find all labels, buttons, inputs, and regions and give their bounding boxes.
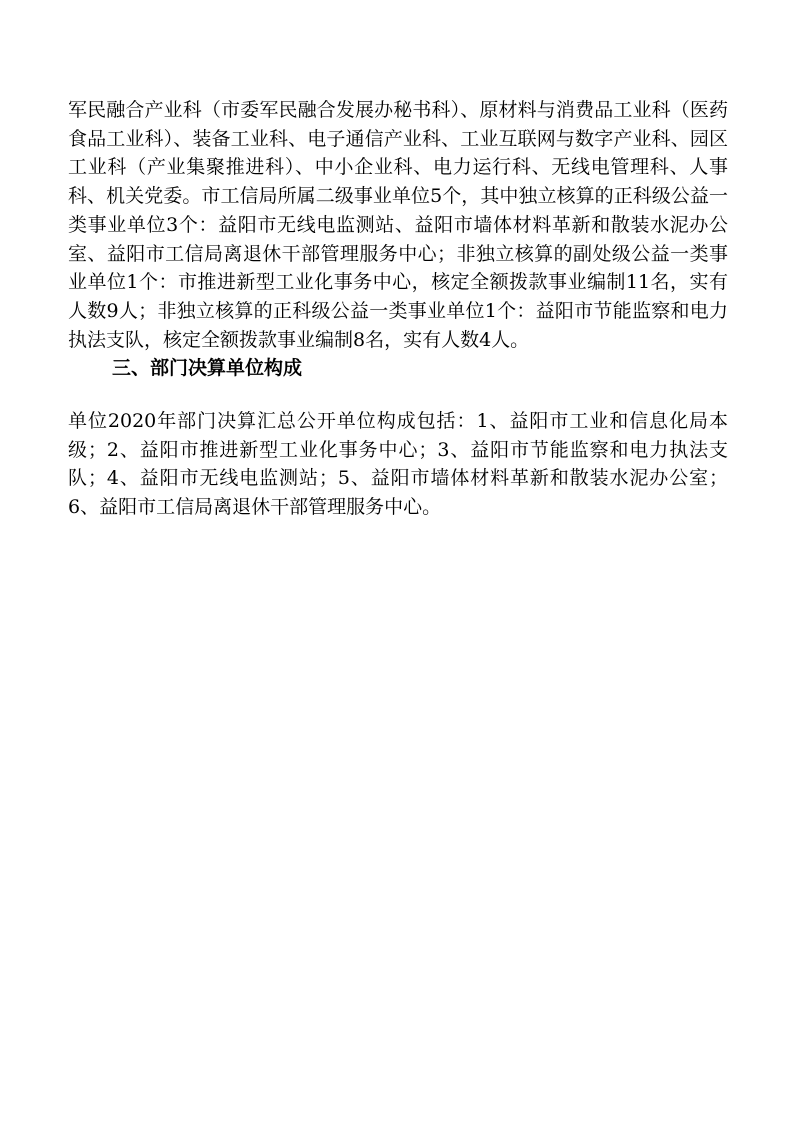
section-heading-unit-composition: 三、部门决算单位构成 bbox=[112, 357, 303, 380]
paragraph-institution-structure: 军民融合产业科（市委军民融合发展办秘书科）、原材料与消费品工业科（医药食品工业科）、装备工业科、电子通信产业科、工业互联网与数字产业科、园区工业科（产业集聚推进科）、中小企业科、电力运行科、无线电管理科、人事科、机关党委。市工信局所属二级事业单位5个，其中独立核算的正科级公益一类事业单位3个：益阳市无线电监测站、益阳市墙体材料革新和散装水泥办公室、益阳市工信局离退休干部管理服务中心；非独立核算的副处级公益一类事业单位1个：市推进新型工业化事务中心，核定全额拨款事业编制11名，实有人数9人；非独立核算的正科级公益一类事业单位1个：益阳市节能监察和电力执法支队，核定全额拨款事业编制8名，实有人数4人。 bbox=[68, 99, 728, 351]
document-body bbox=[68, 96, 728, 522]
section-spacer bbox=[68, 383, 728, 407]
paragraph-unit-composition: 单位2020年部门决算汇总公开单位构成包括：1、益阳市工业和信息化局本级；2、益阳市推进新型工业化事务中心；3、益阳市节能监察和电力执法支队；4、益阳市无线电监测站；5、益阳市墙体材料革新和散装水泥办公室；6、益阳市工信局离退休干部管理服务中心。 bbox=[68, 410, 728, 519]
